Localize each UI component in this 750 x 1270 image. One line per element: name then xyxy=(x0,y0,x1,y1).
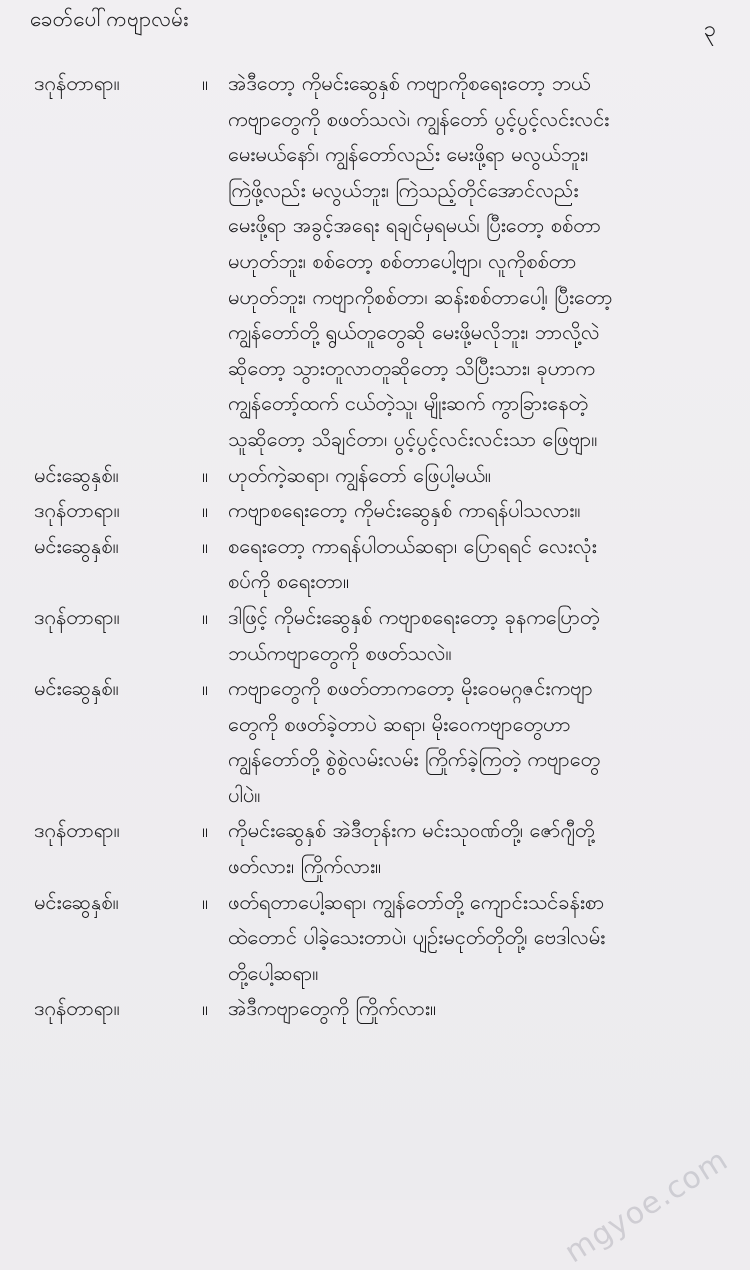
speech-line: ကဗျာတွေကို စဖတ်သလဲ၊ ကျွန်တော် ပွင့်ပွင့်လင်းလင်း xyxy=(228,106,610,131)
speech-line: တို့ပေါ့ဆရာ။ xyxy=(228,960,319,985)
speaker-name: မင်းဆွေနှစ်။ xyxy=(34,676,119,701)
speech-line: မေးဖို့ရာ အခွင့်အရေး ရချင်မှရမယ်၊ ပြီးတော့ စစ်တာ xyxy=(228,213,601,238)
speaker-name: မင်းဆွေနှစ်။ xyxy=(34,889,119,914)
speech-line: ဖတ်ရတာပေါ့ဆရာ၊ ကျွန်တော်တို့ ကျောင်းသင်ခန်းစာ xyxy=(228,889,605,914)
speech-text xyxy=(228,991,724,1027)
dialogue-turn xyxy=(34,529,724,600)
speech-line: ကဗျာတွေကို စဖတ်တာကတော့ မိုးဝေမဂ္ဂဇင်းကဗျာ xyxy=(228,676,593,701)
speaker-name: ဒဂုန်တာရာ။ xyxy=(34,71,120,95)
speech-line: တွေကို စဖတ်ခဲ့တာပဲ ဆရာ၊ မိုးဝေကဗျာတွေဟာ xyxy=(228,711,571,736)
speech-line: ကျွန်တော့်ထက် ငယ်တဲ့သူ၊ မျိုးဆက် ကွာခြားနေတဲ့ xyxy=(228,391,588,416)
speech-line: ဒါဖြင့် ကိုမင်းဆွေနှစ် ကဗျာစရေးတော့ ခုနကပြောတဲ့ xyxy=(228,604,600,629)
speech-text xyxy=(228,493,724,529)
running-head: ခေတ်ပေါ်ကဗျာလမ်း xyxy=(30,7,189,31)
turn-separator: ။ xyxy=(202,889,209,914)
speech-text xyxy=(228,66,724,458)
speaker-name: မင်းဆွေနှစ်။ xyxy=(34,462,119,487)
dialogue-turn xyxy=(34,66,724,458)
speech-line: သူဆိုတော့ သိချင်တာ၊ ပွင့်ပွင့်လင်းလင်းသာ ဖြေဗျာ။ xyxy=(228,426,598,451)
speech-line: စရေးတော့ ကာရန်ပါတယ်ဆရာ၊ ပြောရရင် လေးလုံး xyxy=(228,533,597,558)
turn-separator: ။ xyxy=(202,996,209,1021)
turn-separator: ။ xyxy=(202,818,209,843)
speech-line: ကျွန်တော်တို့ စွဲစွဲလမ်းလမ်း ကြိုက်ခဲ့ကြတဲ့ ကဗျာတွေ xyxy=(228,747,601,772)
speech-line: ပါပဲ။ xyxy=(228,782,261,807)
dialogue-turn xyxy=(34,600,724,671)
speech-line: ဖတ်လား၊ ကြိုက်လား။ xyxy=(228,854,382,879)
turn-separator: ။ xyxy=(202,71,209,95)
dialogue-turn xyxy=(34,458,724,494)
turn-separator: ။ xyxy=(202,462,209,487)
speech-line: ဆိုတော့ သွားတူလာတူဆိုတော့ သိပြီးသား၊ ခုဟာက xyxy=(228,355,596,380)
speech-line: ကြဲဖို့လည်း မလွယ်ဘူး၊ ကြဲသည့်တိုင်အောင်လည်း xyxy=(228,177,579,202)
speech-line: အဲဒီတော့ ကိုမင်းဆွေနှစ် ကဗျာကိုစရေးတော့ ဘယ် xyxy=(228,71,591,95)
dialogue-turn xyxy=(34,813,724,884)
turn-separator: ။ xyxy=(202,604,209,629)
speech-line: စပ်ကို စရေးတာ။ xyxy=(228,569,350,594)
speech-line: မဟုတ်ဘူး၊ ကဗျာကိုစစ်တာ၊ ဆန်းစစ်တာပေါ့၊ ပြီးတော့ xyxy=(228,284,613,309)
speech-line: မေးမယ်နော်၊ ကျွန်တော်လည်း မေးဖို့ရာ မလွယ်ဘူး၊ xyxy=(228,142,589,167)
speaker-name: ဒဂုန်တာရာ။ xyxy=(34,818,120,843)
speech-line: မဟုတ်ဘူး၊ စစ်တော့ စစ်တာပေါ့ဗျာ၊ လူကိုစစ်တာ xyxy=(228,248,577,273)
turn-separator: ။ xyxy=(202,676,209,701)
speech-text xyxy=(228,671,724,813)
turn-separator: ။ xyxy=(202,533,209,558)
speech-line: ကဗျာစရေးတော့ ကိုမင်းဆွေနှစ် ကာရန်ပါသလား။ xyxy=(228,498,581,523)
dialogue-body xyxy=(34,66,724,1027)
speech-text xyxy=(228,458,724,494)
speaker-name: ဒဂုန်တာရာ။ xyxy=(34,996,120,1021)
speech-text xyxy=(228,529,724,600)
dialogue-turn xyxy=(34,671,724,813)
speech-line: ကျွန်တော်တို့ ရွယ်တူတွေဆို မေးဖို့မလိုဘူး၊ ဘာလို့လဲ xyxy=(228,320,600,345)
page-number: ၃ xyxy=(703,17,716,42)
dialogue-turn xyxy=(34,991,724,1027)
speech-text xyxy=(228,813,724,884)
speaker-name: မင်းဆွေနှစ်။ xyxy=(34,533,119,558)
turn-separator: ။ xyxy=(202,498,209,523)
speech-text xyxy=(228,885,724,992)
dialogue-turn xyxy=(34,885,724,992)
speech-line: ကိုမင်းဆွေနှစ် အဲဒီတုန်းက မင်းသုဝဏ်တို့၊ ဇော်ဂျီတို့ xyxy=(228,818,595,843)
speech-line: အဲဒီကဗျာတွေကို ကြိုက်လား။ xyxy=(228,996,437,1021)
speech-text xyxy=(228,600,724,671)
speech-line: ဘယ်ကဗျာတွေကို စဖတ်သလဲ။ xyxy=(228,640,452,665)
speaker-name: ဒဂုန်တာရာ။ xyxy=(34,604,120,629)
speaker-name: ဒဂုန်တာရာ။ xyxy=(34,498,120,523)
dialogue-turn xyxy=(34,493,724,529)
speech-line: ဟုတ်ကဲ့ဆရာ၊ ကျွန်တော် ဖြေပါ့မယ်။ xyxy=(228,462,491,487)
speech-line: ထဲတောင် ပါခဲ့သေးတာပဲ၊ ပျဉ်းမငုတ်တိုတို့၊ ဗေဒါလမ်း xyxy=(228,925,606,950)
watermark: mgyoe.com xyxy=(558,1142,734,1270)
